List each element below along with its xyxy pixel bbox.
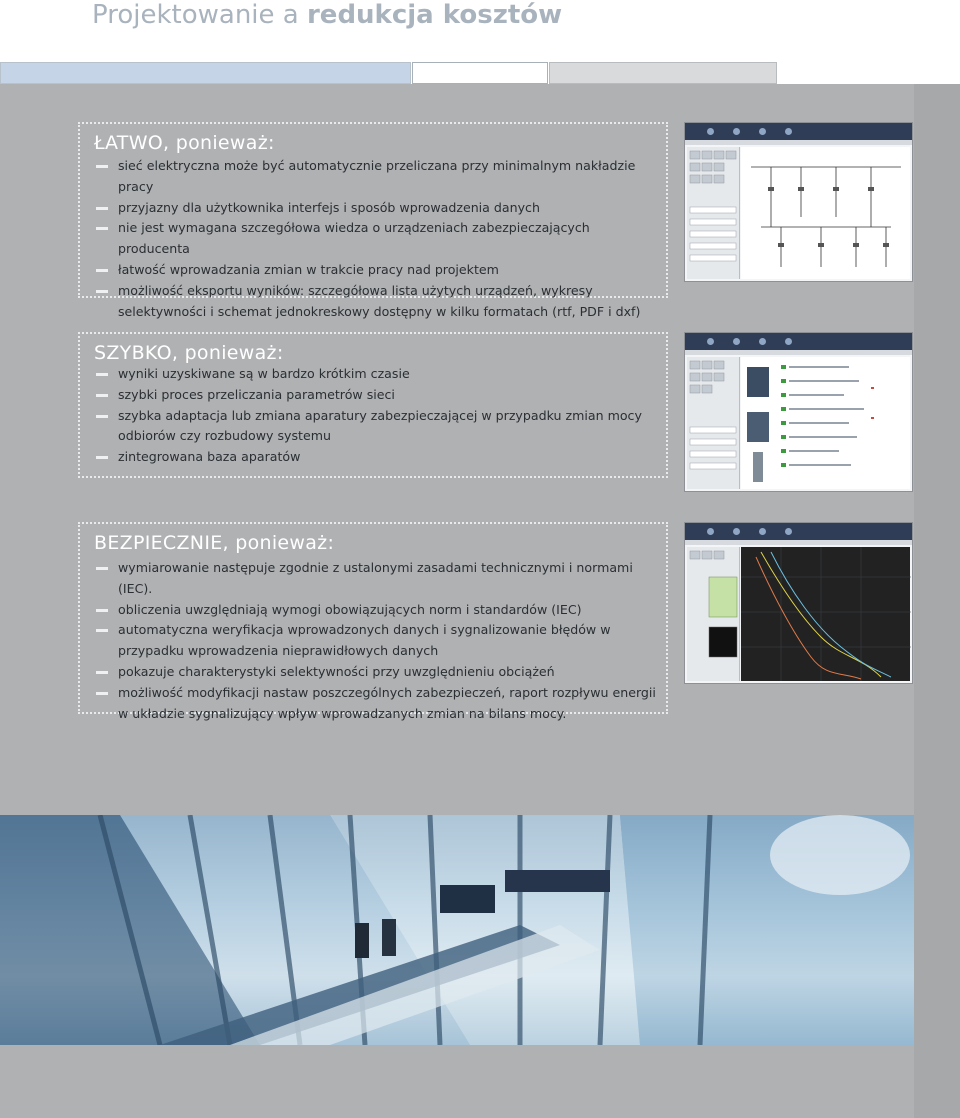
step-icon [785,338,792,345]
app-screenshot-curves [684,522,913,684]
list-item [96,385,662,406]
section-list [96,364,662,468]
bullet-icon [96,207,108,210]
app-titlebar [685,333,912,350]
sidebar-controls-graphic [687,547,739,681]
list-item-text: możliwość eksportu wyników: szczegółowa lista użytych urządzeń, wykresy selektywności i schemat jednokreskowy dostępny w kilku formatach (rtf, PDF i dxf) [118,282,641,319]
list-item-text: sieć elektryczna może być automatycznie przeliczana przy minimalnym nakładzie pracy [118,158,636,194]
app-sidebar [687,357,740,489]
app-screenshot-diagram [684,122,913,282]
tab-bar-blue [0,62,411,84]
list-item [96,447,662,468]
app-menubar [685,540,912,545]
escalator-photo-graphic [0,815,914,1045]
sidebar-controls-graphic [687,357,739,489]
app-menubar [685,140,912,145]
app-sidebar [687,147,740,279]
section-szybko [78,332,668,478]
app-diagram-canvas [741,147,910,279]
app-tree-canvas [741,357,910,489]
step-icon [707,338,714,345]
page-title-light: Projektowanie a [92,0,307,30]
page-title-bold: redukcja kosztów [306,0,563,30]
app-titlebar [685,523,912,540]
section-latwo [78,122,668,319]
single-line-diagram-graphic [741,147,911,279]
gray-panel-right-strip [914,84,960,1118]
section-heading: BEZPIECZNIE, ponieważ: [94,532,335,554]
bullet-icon [96,394,108,397]
list-item-text: szybki proces przeliczania parametrów sieci [118,386,395,402]
app-titlebar [685,123,912,140]
step-icon [785,528,792,535]
bullet-icon [96,609,108,612]
bullet-icon [96,290,108,293]
list-item [96,558,662,600]
bullet-icon [96,415,108,418]
list-item [96,683,662,725]
list-item-text: szybka adaptacja lub zmiana aparatury zabezpieczającej w przypadku zmian mocy odbiorów czy rozbudowy systemu [118,407,642,444]
list-item-text: wymiarowanie następuje zgodnie z ustalonymi zasadami technicznymi i normami (IEC). [118,560,633,596]
step-icon [759,338,766,345]
app-screenshot-tree [684,332,913,492]
list-item [96,260,662,281]
list-item [96,198,662,219]
list-item [96,620,662,662]
list-item-text: obliczenia uwzględniają wymogi obowiązujących norm i standardów (IEC) [118,601,582,617]
bullet-icon [96,269,108,272]
section-heading: SZYBKO, ponieważ: [94,342,284,364]
list-item-text: wyniki uzyskiwane są w bardzo krótkim czasie [118,366,410,381]
page-title [92,0,562,32]
tab-bar-white [412,62,548,84]
step-icon [759,128,766,135]
step-icon [733,528,740,535]
bullet-icon [96,671,108,674]
bullet-icon [96,456,108,459]
list-item-text: nie jest wymagana szczegółowa wiedza o urządzeniach zabezpieczających producenta [118,220,590,257]
app-sidebar [687,547,740,681]
app-menubar [685,350,912,355]
bullet-icon [96,373,108,376]
list-item-text: przyjazny dla użytkownika interfejs i sposób wprowadzenia danych [118,199,540,215]
sidebar-controls-graphic [687,147,739,279]
list-item-text: możliwość modyfikacji nastaw poszczególnych zabezpieczeń, raport rozpływu energii w układzie sygnalizujący wpływ wprowadzanych zmian na bilans mocy. [118,684,656,721]
list-item [96,600,662,621]
list-item [96,156,662,198]
step-icon [733,338,740,345]
selectivity-curves-graphic [741,547,911,681]
list-item-text: zintegrowana baza aparatów [118,449,301,465]
list-item [96,281,662,323]
list-item-text: pokazuje charakterystyki selektywności przy uwzględnieniu obciążeń [118,663,555,679]
step-icon [707,128,714,135]
step-icon [733,128,740,135]
section-list [96,156,662,322]
bullet-icon [96,692,108,695]
tab-bar-gray [549,62,777,84]
list-item-text: łatwość wprowadzania zmian w trakcie pracy nad projektem [118,261,499,277]
bullet-icon [96,567,108,570]
section-list [96,558,662,724]
list-item [96,218,662,260]
list-item [96,406,662,448]
device-tree-graphic [741,357,911,489]
bullet-icon [96,227,108,230]
section-bezpiecznie [78,522,668,721]
section-heading: ŁATWO, ponieważ: [94,132,275,154]
step-icon [707,528,714,535]
airport-escalator-photo [0,815,914,1045]
bullet-icon [96,165,108,168]
bullet-icon [96,629,108,632]
step-icon [785,128,792,135]
step-icon [759,528,766,535]
list-item [96,662,662,683]
app-curves-canvas [741,547,910,681]
list-item-text: automatyczna weryfikacja wprowadzonych danych i sygnalizowanie błędów w przypadku wprowadzenia nieprawidłowych danych [118,622,611,659]
list-item [96,364,662,385]
